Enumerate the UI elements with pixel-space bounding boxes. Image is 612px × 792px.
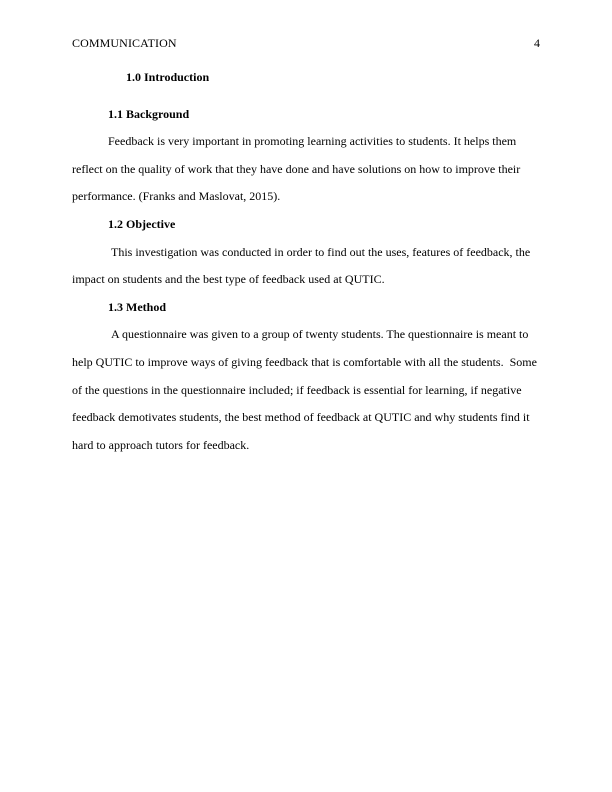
- section-heading-method: 1.3 Method: [108, 299, 166, 314]
- section-heading-background: 1.1 Background: [108, 106, 190, 121]
- section-heading-introduction: 1.0 Introduction: [126, 70, 210, 84]
- section-heading-objective: 1.2 Objective: [108, 216, 176, 231]
- paragraph-objective: This investigation was conducted in order to find out the uses, features of feedback, the impact on students and the best type of feedback used at QUTIC.: [72, 244, 534, 287]
- document-body: [72, 64, 540, 459]
- page-number: 4: [534, 36, 540, 50]
- paragraph-method: A questionnaire was given to a group of twenty students. The questionnaire is meant to help QUTIC to improve ways of giving feedback that is comfortable with all the students. Some of the questions in the questionnaire included; if feedback is essential for learning, if negative feedback demotivates students, the best method of feedback at QUTIC and why students find it hard to approach tutors for feedback.: [72, 327, 540, 452]
- paragraph-background: Feedback is very important in promoting learning activities to students. It helps them reflect on the quality of work that they have done and have solutions on how to improve their performance. (Franks and Maslovat, 2015).: [72, 134, 521, 204]
- running-head: COMMUNICATION: [72, 36, 177, 50]
